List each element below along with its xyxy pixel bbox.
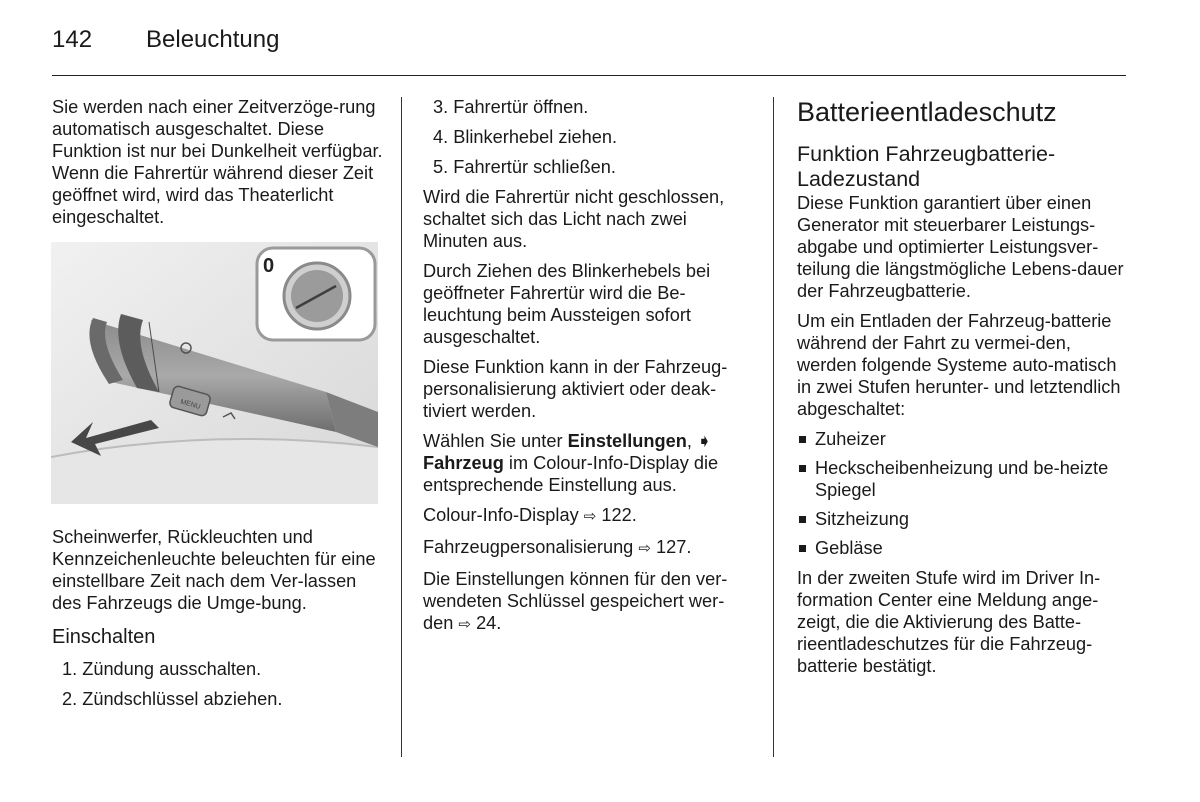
step-item: 5. Fahrertür schließen. [433,157,616,177]
cross-reference-personalization[interactable] [423,536,753,560]
paragraph-second-stage: In der zweiten Stufe wird im Driver In-formation Center eine Meldung ange-zeigt, die die Aktivierung des Batte-rieentladeschutzes für die Fahrzeug-batterie bestätigt. [797,568,1101,676]
step-item: 2. Zündschlüssel abziehen. [62,689,283,709]
list-item: Gebläse [797,537,1129,559]
column-3 [797,96,1129,685]
reference-page: 122. [601,505,637,525]
step-item: 4. Blinkerhebel ziehen. [433,127,618,147]
list-item: Sitzheizung [797,508,1129,530]
reference-arrow-icon: ⇨ [638,540,651,557]
settings-text-end: im Colour-Info-Display die entsprechende Einstellung aus. [423,453,719,495]
paragraph-key-storage [423,568,753,636]
paragraph-door-open: Wird die Fahrertür nicht geschlossen, schaltet sich das Licht nach zwei Minuten aus. [423,187,725,251]
systems-list [797,428,1129,559]
paragraph-discharge: Um ein Entladen der Fahrzeug-batterie während der Fahrt zu vermei-den, werden folgende Systeme auto-matisch in zwei Stufen herunter- und letztendlich abgeschaltet: [797,311,1121,419]
reference-label: Fahrzeugpersonalisierung [423,537,634,557]
turn-signal-lever-figure [51,242,378,504]
after-figure-paragraph: Scheinwerfer, Rückleuchten und Kennzeichenleuchte beleuchten für eine einstellbare Zeit nach dem Ver-lassen des Fahrzeugs die Umge-bung. [52,527,376,613]
reference-arrow-icon: ⇨ [583,508,597,525]
position-zero-label: 0 [263,255,275,277]
reference-label: Colour-Info-Display [423,505,579,525]
column-2 [423,96,753,644]
column-divider-left [401,97,402,757]
reference-page[interactable]: 24. [476,613,502,633]
vehicle-term: Fahrzeug [423,453,504,473]
lever-illustration [51,242,378,504]
page-title: Beleuchtung [146,26,280,53]
reference-arrow-icon: ⇨ [458,616,471,633]
step-item: 3. Fahrertür öffnen. [433,97,589,117]
section-heading-einschalten: Einschalten [52,626,156,648]
header-rule [52,75,1126,76]
settings-text: Wählen Sie unter [423,431,568,451]
subheading-battery-charge: Funktion Fahrzeugbatterie-Ladezustand [797,142,1056,191]
paragraph-personalization: Diese Funktion kann in der Fahrzeug-personalisierung aktiviert oder deak-tiviert werden. [423,357,728,421]
steps-list-1 [52,658,387,710]
paragraph-generator: Diese Funktion garantiert über einen Generator mit steuerbarer Leistungs-abgabe und optimierter Leistungsver-teilung die längstmögliche Lebens-dauer der Fahrzeugbatterie. [797,193,1124,301]
column-1 [52,96,387,236]
step-item: 1. Zündung ausschalten. [62,659,262,679]
key-storage-text: Die Einstellungen können für den ver-wendeten Schlüssel gespeichert wer-den [423,569,728,633]
steps-list-2 [423,96,753,178]
intro-paragraph: Sie werden nach einer Zeitverzöge-rung automatisch ausgeschaltet. Diese Funktion ist nur bei Dunkelheit verfügbar. Wenn die Fahrertür während dieser Zeit geöffnet wird, wird das Theaterlicht eingeschaltet. [52,97,383,227]
paragraph-settings [423,430,753,496]
reference-page: 127. [656,537,692,557]
list-item: Zuheizer [797,428,1129,450]
paragraph-lever-pull: Durch Ziehen des Blinkerhebels bei geöffneter Fahrertür wird die Be-leuchtung beim Aussteigen sofort ausgeschaltet. [423,261,711,347]
settings-term: Einstellungen [567,431,687,451]
cross-reference-colour-info[interactable] [423,504,753,528]
column-divider-right [773,97,774,757]
svg-text:MENU: MENU [179,398,202,411]
list-item: Heckscheibenheizung und be-heizte Spiegel [797,457,1129,501]
column-1-lower [52,526,387,718]
page-number: 142 [52,26,93,53]
section-heading-battery: Batterieentladeschutz [797,97,1057,127]
menu-arrow-icon: , ➧ [686,431,713,451]
